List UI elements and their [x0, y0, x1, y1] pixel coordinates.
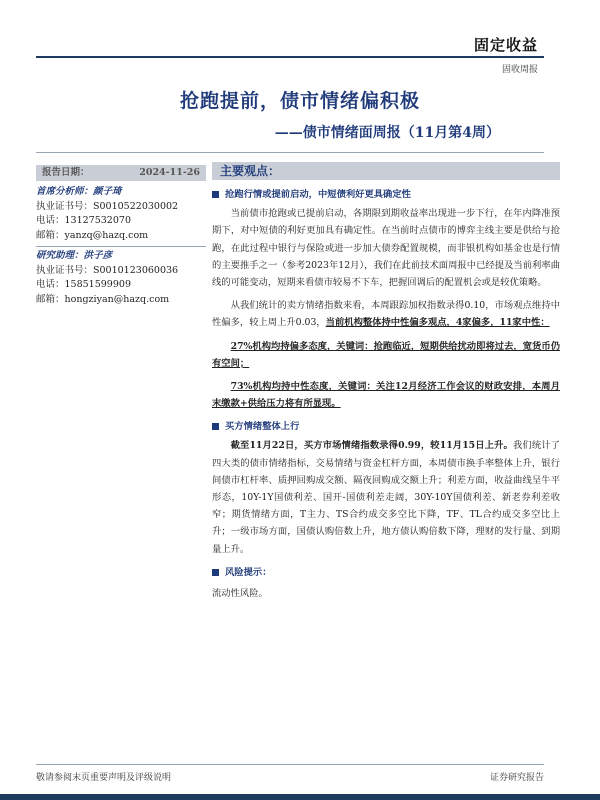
header-divider	[36, 56, 544, 58]
chief-analyst-name: 颜子琦	[93, 186, 122, 197]
paragraph-3	[212, 338, 560, 372]
square-bullet-icon	[212, 423, 219, 430]
report-section-label: 固定收益	[473, 36, 538, 54]
main-content	[212, 162, 560, 606]
report-date-value: 2024-11-26	[139, 166, 200, 178]
assistant-phone: 电话：15851599909	[36, 279, 131, 291]
square-bullet-icon	[212, 191, 219, 198]
bullish-view-text: 27%机构均持偏多态度，关键词：抢跑临近，短期供给扰动即将过去，宽货币仍有空间；	[212, 340, 560, 369]
bullet-heading-3	[212, 564, 560, 581]
chief-analyst-cert: 执业证书号：S0010522030002	[36, 200, 179, 212]
chief-analyst-phone: 电话：13127532070	[36, 215, 131, 227]
risk-text: 流动性风险。	[212, 587, 268, 599]
report-category-label: 固收周报	[501, 65, 538, 75]
square-bullet-icon	[212, 569, 219, 576]
research-assistant	[36, 249, 206, 264]
assistant-name: 洪子彦	[83, 249, 113, 261]
bullet-heading-1-text: 抢跑行情或提前启动，中短债利好更具确定性	[225, 189, 411, 200]
main-view-heading: 主要观点：	[212, 162, 560, 180]
assistant-cert: 执业证书号：S0010123060036	[36, 264, 179, 276]
report-date-label: 报告日期：	[42, 166, 90, 178]
sidebar-divider	[36, 246, 206, 247]
bullet-heading-2	[212, 418, 560, 435]
paragraph-5-text: 我们统计了四大类的债市情绪指标，交易情绪与资金杠杆方面，本周债市换手率整体上升，银行间债市杠杆率、质押回购成交额、隔夜回购成交额上升；利差方面，收益曲线呈牛平形态，10Y-1Y国债利差、国开-国债利差走阔，30Y-10Y国债利差、新老券利差收窄；期货情绪方面，T主力、TS合约成交多空比下降，TF、TL合约成交多空比上升；一级市场方面，国债认购倍数上升，地方债认购倍数下降，理财的发行量、到期量上升。	[212, 440, 560, 555]
paragraph-2	[212, 297, 560, 331]
footer-disclaimer[interactable]: 敬请参阅末页重要声明及评级说明	[36, 773, 172, 783]
report-title: 抢跑提前，债市情绪偏积极	[179, 90, 420, 112]
chief-analyst	[36, 185, 206, 200]
report-subtitle: ——债市情绪面周报（11月第4周）	[274, 125, 500, 141]
neutral-view-text: 73%机构均持中性态度，关键词：关注12月经济工作会议的财政安排，本周月末缴款+供给压力将有所显现。	[212, 380, 560, 410]
bullet-heading-1	[212, 186, 560, 203]
paragraph-2-highlight: 当前机构整体持中性偏多观点，4家偏多，11家中性：	[325, 317, 550, 329]
assistant-email[interactable]: 邮箱：hongziyan@hazq.com	[36, 294, 170, 306]
footer-color-bar	[0, 794, 600, 800]
report-date-bar	[36, 165, 206, 181]
footer-divider	[36, 764, 544, 765]
risk-heading-text: 风险提示：	[225, 566, 272, 578]
footer-report-type: 证券研究报告	[489, 773, 544, 783]
bullet-heading-2-text: 买方情绪整体上行	[225, 421, 300, 433]
assistant-role: 研究助理：	[36, 249, 84, 261]
chief-analyst-role: 首席分析师：	[36, 186, 94, 197]
paragraph-4	[212, 378, 560, 412]
paragraph-5-highlight: 截至11月22日，买方市场情绪指数录得0.99，较11月15日上升。	[230, 440, 513, 452]
paragraph-5	[212, 437, 560, 557]
author-sidebar	[36, 165, 206, 308]
paragraph-2-text: 从我们统计的卖方情绪指数来看，本周跟踪加权指数录得0.10，市场观点维持中性偏多，较上周上升0.03，	[212, 300, 560, 329]
title-divider	[36, 152, 544, 153]
chief-analyst-email[interactable]: 邮箱：yanzq@hazq.com	[36, 230, 149, 242]
paragraph-1: 当前债市抢跑或已提前启动，各期限到期收益率出现进一步下行，在年内降准预期下，对中短债的利好更加具有确定性。在当前时点债市的博弈主线主要是供给与抢跑，在此过程中银行与保险或进一步加大债券配置规模，而非银机构如基金也是行情的主要推手之一（参考2023年12月），我们在此前技术面周报中已经提及当前利率曲线的可能变动，短期来看债市较易不下车，把握回调后的配置机会或是较优策略。	[212, 208, 560, 288]
